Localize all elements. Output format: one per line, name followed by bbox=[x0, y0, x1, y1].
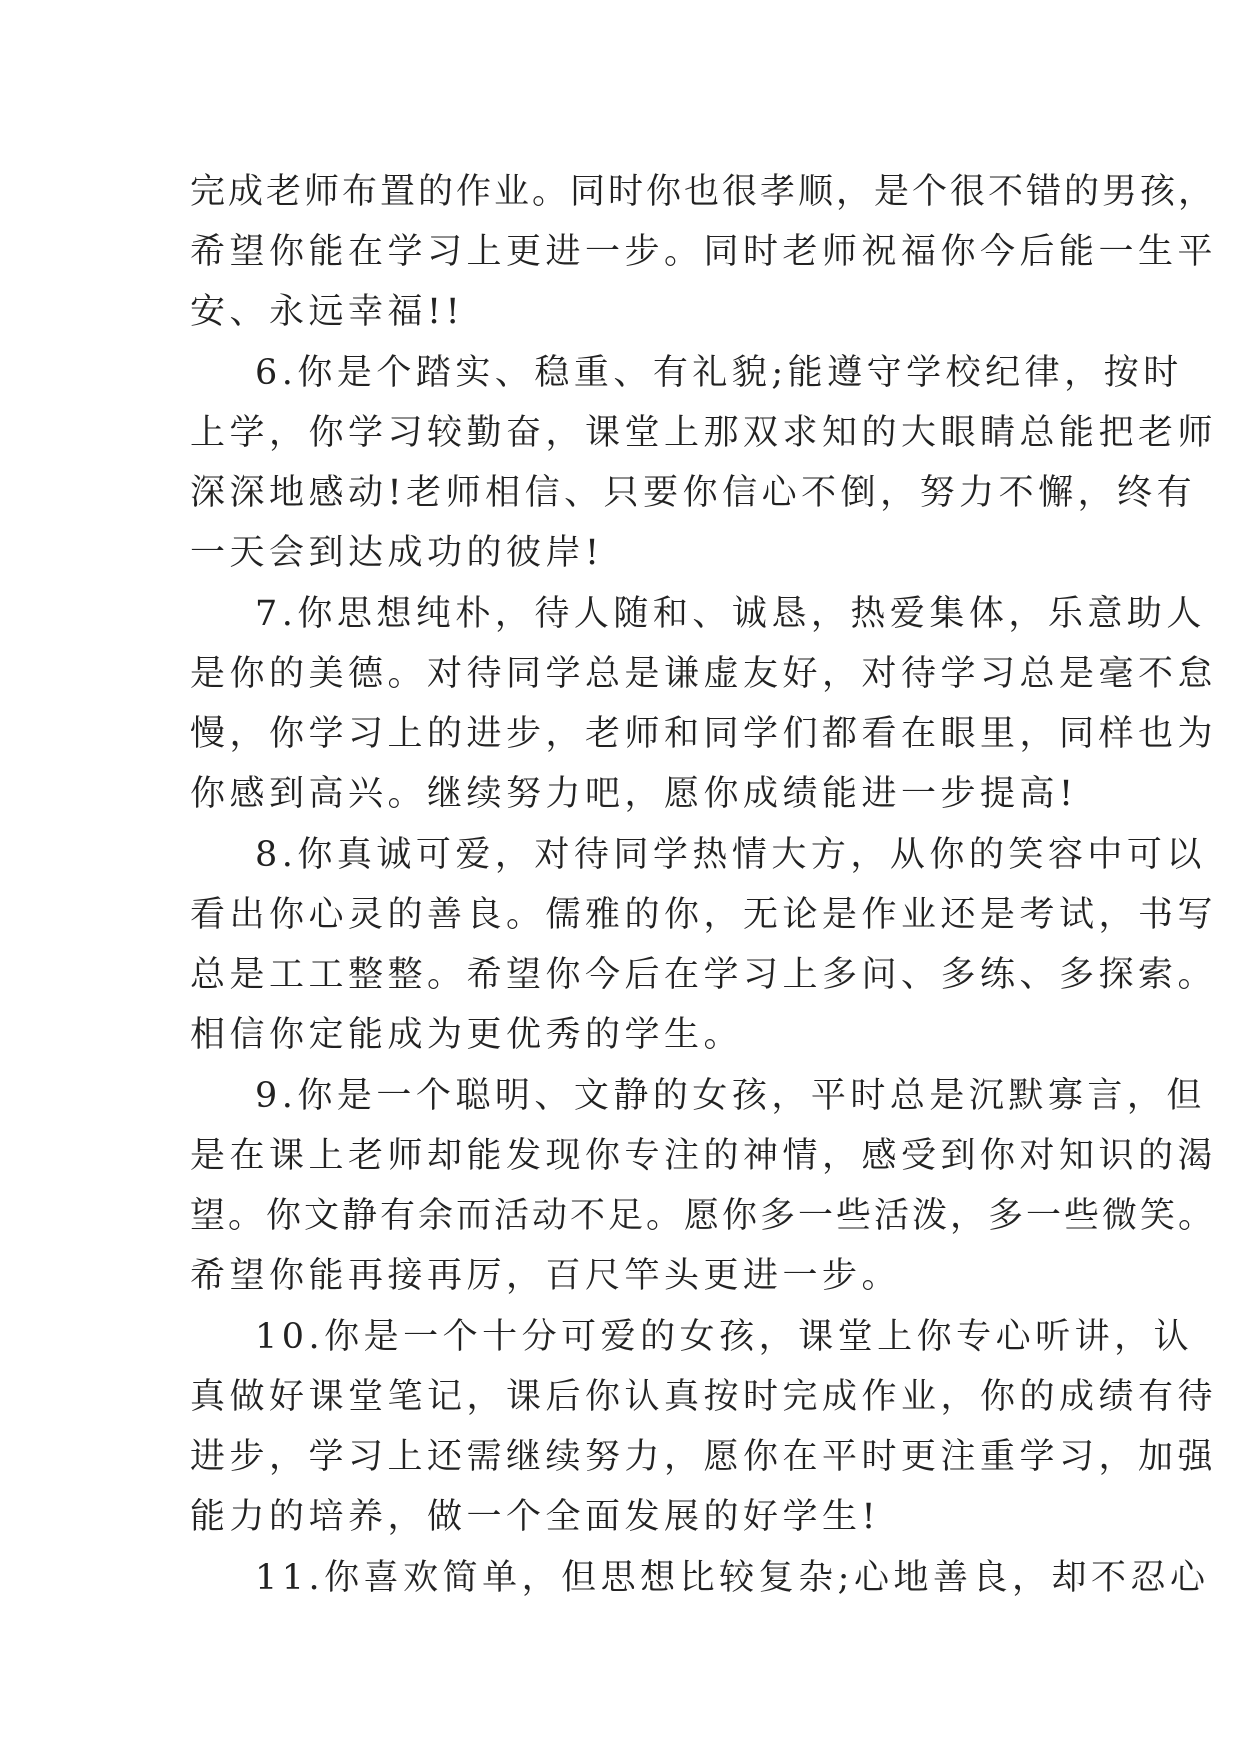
paragraph-8-first-line: 8.你真诚可爱，对待同学热情大方，从你的笑容中可以 bbox=[255, 835, 1206, 875]
text-line: 上学，你学习较勤奋，课堂上那双求知的大眼睛总能把老师 bbox=[190, 413, 1218, 453]
text-line: 能力的培养，做一个全面发展的好学生! bbox=[190, 1497, 881, 1537]
text-line: 总是工工整整。希望你今后在学习上多问、多练、多探索。 bbox=[190, 955, 1218, 995]
paragraph-7-first-line: 7.你思想纯朴，待人随和、诚恳，热爱集体，乐意助人 bbox=[255, 594, 1206, 634]
text-line: 希望你能在学习上更进一步。同时老师祝福你今后能一生平 bbox=[190, 232, 1218, 272]
text-line: 望。你文静有余而活动不足。愿你多一些活泼，多一些微笑。 bbox=[190, 1196, 1217, 1236]
text-line: 相信你定能成为更优秀的学生。 bbox=[190, 1015, 744, 1055]
text-line: 真做好课堂笔记，课后你认真按时完成作业，你的成绩有待 bbox=[190, 1377, 1218, 1417]
text-line: 是你的美德。对待同学总是谦虚友好，对待学习总是毫不怠 bbox=[190, 654, 1218, 694]
text-line: 完成老师布置的作业。同时你也很孝顺，是个很不错的男孩， bbox=[190, 172, 1217, 212]
text-line: 希望你能再接再厉，百尺竿头更进一步。 bbox=[190, 1256, 902, 1296]
paragraph-9-first-line: 9.你是一个聪明、文静的女孩，平时总是沉默寡言，但 bbox=[255, 1076, 1206, 1116]
text-line: 慢，你学习上的进步，老师和同学们都看在眼里，同样也为 bbox=[190, 714, 1218, 754]
text-line: 安、永远幸福!! bbox=[190, 292, 465, 332]
text-line: 是在课上老师却能发现你专注的神情，感受到你对知识的渴 bbox=[190, 1136, 1218, 1176]
text-line: 看出你心灵的善良。儒雅的你，无论是作业还是考试，书写 bbox=[190, 895, 1218, 935]
text-line: 一天会到达成功的彼岸! bbox=[190, 533, 604, 573]
text-line: 进步，学习上还需继续努力，愿你在平时更注重学习，加强 bbox=[190, 1437, 1218, 1477]
paragraph-10-first-line: 10.你是一个十分可爱的女孩，课堂上你专心听讲，认 bbox=[255, 1317, 1194, 1357]
paragraph-6-first-line: 6.你是个踏实、稳重、有礼貌;能遵守学校纪律，按时 bbox=[255, 353, 1183, 393]
text-line: 你感到高兴。继续努力吧，愿你成绩能进一步提高! bbox=[190, 774, 1078, 814]
text-line: 深深地感动!老师相信、只要你信心不倒，努力不懈，终有 bbox=[190, 473, 1197, 513]
paragraph-11-first-line: 11.你喜欢简单，但思想比较复杂;心地善良，却不忍心 bbox=[255, 1558, 1210, 1598]
